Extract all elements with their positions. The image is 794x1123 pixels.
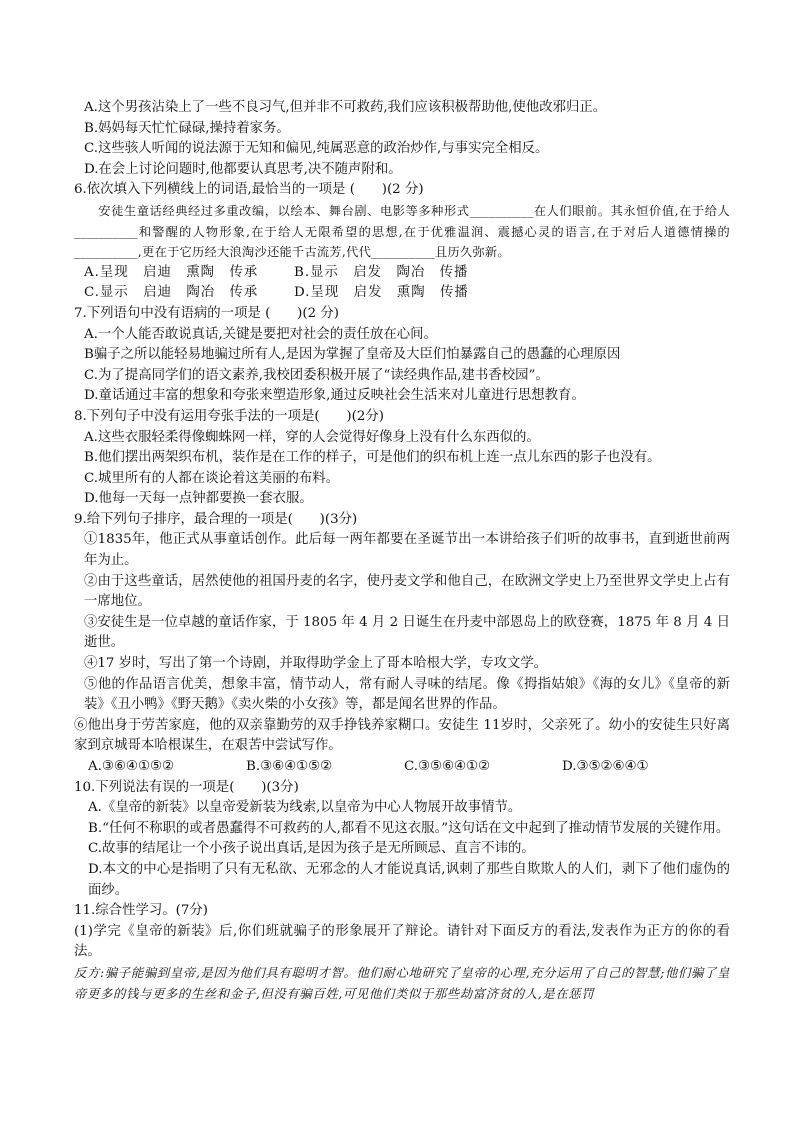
q6-option-b: B.显示 启发 陶冶 传播 bbox=[294, 264, 469, 280]
q6-option-c: C.显示 启迪 陶冶 传承 bbox=[84, 285, 259, 301]
q7-option-a: A.一个人能否敢说真话,关键是要把对社会的责任放在心间。 bbox=[84, 326, 437, 342]
q8-stem: 8.下列句子中没有运用夸张手法的一项是( )(2分) bbox=[74, 408, 385, 424]
q6-option-d: D.呈现 启发 熏陶 传播 bbox=[294, 285, 469, 301]
question-6 bbox=[74, 180, 730, 304]
q9-option-a: A.③⑥④①⑤② bbox=[88, 759, 174, 774]
q6-options-row-1 bbox=[74, 263, 730, 284]
q6-passage: 安徒生童话经典经过多重改编，以绘本、舞台剧、电影等多种形式__________在人们眼前。其永恒价值,在于给人__________和警醒的人物形象,在于给人无限希望的思想,在于优雅温润、震撼心灵的语言,在于对后人道德情操的__________,更在于它历经大浪淘沙还能千古流芳,代代__________且历久弥新。 bbox=[74, 203, 730, 260]
q11-stem: 11.综合性学习。(7分) bbox=[74, 903, 208, 919]
q7-option-c: C.为了提高同学们的语文素养,我校团委积极开展了“读经典作品,建书香校园”。 bbox=[84, 367, 549, 383]
q5-option-d: D.在会上讨论问题时,他都要认真思考,决不随声附和。 bbox=[84, 161, 402, 177]
q9-stem: 9.给下列句子排序，最合理的一项是( )(3分) bbox=[74, 511, 358, 527]
q5-option-a: A.这个男孩沾染上了一些不良习气,但并非不可救药,我们应该积极帮助他,使他改邪归正。 bbox=[84, 100, 607, 115]
q11-sub-question-1: (1)学完《皇帝的新装》后,你们班就骗子的形象展开了辩论。请针对下面反方的看法,发表作为正方的你的看法。 bbox=[74, 923, 730, 960]
q9-sentence-1: ①1835年，他正式从事童话创作。此后每一两年都要在圣诞节出一本讲给孩子们听的故事书，直到逝世前两年为止。 bbox=[84, 532, 730, 569]
q10-option-b: B.“任何不称职的或者愚蠢得不可救药的人,都看不见这衣服。”这句话在文中起到了推动情节发展的关键作用。 bbox=[88, 820, 730, 836]
question-11 bbox=[74, 901, 730, 1004]
q9-option-b: B.③⑥④①⑤② bbox=[246, 759, 333, 774]
q10-option-c: C.故事的结尾让一个小孩子说出真话,是因为孩子是无所顾忌、直言不讳的。 bbox=[88, 841, 535, 857]
q8-option-a: A.这些衣服轻柔得像蜘蛛网一样，穿的人会觉得好像身上没有什么东西似的。 bbox=[84, 429, 540, 445]
q9-sentence-4: ④17 岁时，写出了第一个诗剧，并取得助学金上了哥本哈根大学，专攻文学。 bbox=[84, 656, 548, 672]
q5-options bbox=[74, 98, 730, 180]
q8-option-d: D.他每一天每一点钟都要换一套衣服。 bbox=[84, 491, 313, 507]
q9-option-c: C.③⑤⑥④①② bbox=[404, 759, 491, 774]
q9-options bbox=[74, 757, 730, 778]
q9-sentence-6: ⑥他出身于劳苦家庭，他的双亲靠勤劳的双手挣钱养家糊口。安徒生 11岁时，父亲死了。幼小的安徒生只好离家到京城哥本哈根谋生，在艰苦中尝试写作。 bbox=[74, 717, 730, 754]
q10-stem: 10.下列说法有误的一项是( )(3分) bbox=[74, 779, 299, 795]
q11-opponent-view: 反方:骗子能骗到皇帝,是因为他们具有聪明才智。他们耐心地研究了皇帝的心理,充分运用了自己的智慧;他们骗了皇帝更多的钱与更多的生丝和金子,但没有骗百姓,可见他们类似于那些劫富济贫的人,是在惩罚 bbox=[74, 964, 730, 1001]
exam-page bbox=[74, 98, 730, 1004]
question-9 bbox=[74, 510, 730, 778]
q10-option-d: D.本文的中心是指明了只有无私欲、无邪念的人才能说真话,讽刺了那些自欺欺人的人们，剥下了他们虚伪的面纱。 bbox=[88, 861, 730, 898]
q7-option-d: D.童话通过丰富的想象和夸张来塑造形象,通过反映社会生活来对儿童进行思想教育。 bbox=[84, 388, 585, 404]
q5-option-c: C.这些骇人听闻的说法源于无知和偏见,纯属恶意的政治炒作,与事实完全相反。 bbox=[84, 141, 549, 157]
q7-option-b: B骗子之所以能轻易地骗过所有人,是因为掌握了皇帝及大臣们怕暴露自己的愚蠢的心理原因 bbox=[84, 347, 621, 363]
q8-option-b: B.他们摆出两架织布机，装作是在工作的样子，可是他们的织布机上连一点儿东西的影子也没有。 bbox=[84, 450, 661, 466]
question-8 bbox=[74, 407, 730, 510]
q7-stem: 7.下列语句中没有语病的一项是 ( )(2 分) bbox=[74, 305, 339, 321]
question-10 bbox=[74, 778, 730, 902]
q8-option-c: C.城里所有的人都在谈论着这美丽的布料。 bbox=[84, 470, 340, 486]
q6-stem: 6.依次填入下列横线上的词语,最恰当的一项是 ( )(2 分) bbox=[74, 182, 424, 198]
q6-option-a: A.呈现 启迪 熏陶 传承 bbox=[84, 264, 259, 280]
q10-option-a: A.《皇帝的新装》以皇帝爱新装为线索,以皇帝为中心人物展开故事情节。 bbox=[88, 800, 522, 816]
q9-sentence-5: ⑤他的作品语言优美，想象丰富，情节动人，常有耐人寻味的结尾。像《拇指姑娘》《海的女儿》《皇帝的新装》《丑小鸭》《野天鹅》《卖火柴的小女孩》等，都是闻名世界的作品。 bbox=[84, 676, 730, 713]
q9-sentence-2: ②由于这些童话，居然使他的祖国丹麦的名字，使丹麦文学和他自己，在欧洲文学史上乃至世界文学史上占有一席地位。 bbox=[84, 573, 730, 610]
q9-sentence-3: ③安徒生是一位卓越的童话作家，于 1805 年 4 月 2 日诞生在丹麦中部恩岛上的欧登赛，1875 年 8 月 4 日逝世。 bbox=[84, 614, 730, 651]
q6-options-row-2 bbox=[74, 283, 730, 304]
question-7 bbox=[74, 304, 730, 407]
q5-option-b: B.妈妈每天忙忙碌碌,操持着家务。 bbox=[84, 120, 290, 136]
q9-option-d: D.③⑤②⑥④① bbox=[562, 759, 649, 774]
